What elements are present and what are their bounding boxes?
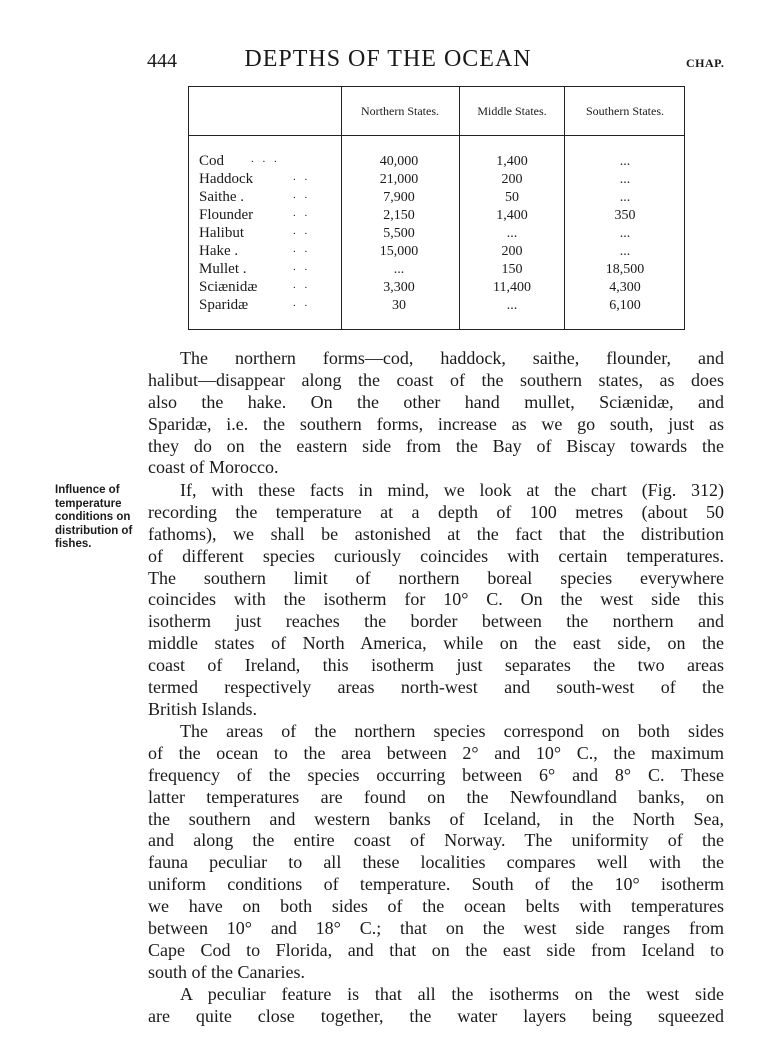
- text-line: If, with these facts in mind, we look at the chart (Fig. 312): [180, 480, 724, 500]
- text-line: A peculiar feature is that all the isotherms on the west side: [180, 984, 724, 1004]
- leader-dots: . .: [293, 189, 311, 201]
- table-row: [189, 225, 684, 243]
- text-line: The areas of the northern species correspond on both sides: [180, 721, 724, 741]
- text-line: of the ocean to the area between 2° and 10° C., the maximum: [148, 742, 724, 763]
- text-line: coincides with the isotherm for 10° C. On the west side this: [148, 589, 724, 610]
- species-name: Mullet .: [199, 261, 247, 277]
- text-line: halibut—disappear along the coast of the southern states, as does: [148, 369, 724, 390]
- text-line: recording the temperature at a depth of 100 metres (about 50: [148, 501, 724, 522]
- text-line: the southern and western banks of Iceland, in the North Sea,: [148, 808, 724, 829]
- southern-value: ...: [619, 172, 631, 187]
- middle-value: 200: [501, 244, 523, 259]
- northern-value: 5,500: [383, 226, 415, 241]
- text-line: frequency of the species occurring between 6° and 8° C. These: [148, 764, 724, 785]
- paragraph-2: [148, 480, 724, 721]
- text-line: uniform conditions of temperature. South of the 10° isotherm: [148, 874, 724, 895]
- table-row: [189, 153, 684, 171]
- middle-value: 150: [501, 262, 523, 277]
- middle-value: 1,400: [496, 154, 528, 169]
- margin-note: [55, 484, 145, 552]
- species-name: Sparidæ: [199, 297, 249, 313]
- column-header-northern: Northern States.: [361, 104, 439, 118]
- text-line: and along the entire coast of Norway. The uniformity of the: [148, 830, 724, 851]
- leader-dots: . .: [293, 279, 311, 291]
- table-row: [189, 261, 684, 279]
- leader-dots: . . .: [251, 153, 280, 165]
- paragraph-1: [148, 348, 724, 479]
- text-line: coast of Ireland, this isotherm just separates the two areas: [148, 655, 724, 676]
- southern-value: 4,300: [609, 280, 641, 295]
- northern-value: 2,150: [383, 208, 415, 223]
- table-row: [189, 279, 684, 297]
- species-name: Hake .: [199, 243, 239, 259]
- paragraph-3: [148, 721, 724, 984]
- margin-note-line: Influence of: [55, 484, 120, 496]
- text-line: we have on both sides of the ocean belts with temperatures: [148, 896, 724, 917]
- margin-note-line: distribution of: [55, 524, 133, 537]
- northern-value: 21,000: [379, 172, 419, 187]
- leader-dots: . .: [293, 171, 311, 183]
- text-line: fauna peculiar to all these localities compares well with the: [148, 852, 724, 873]
- text-line: Cape Cod to Florida, and that on the east side from Iceland to: [148, 939, 724, 960]
- page-number: 444: [147, 50, 177, 72]
- chapter-label: CHAP.: [686, 56, 725, 70]
- leader-dots: . .: [293, 243, 311, 255]
- species-name: Cod: [199, 153, 225, 169]
- leader-dots: . .: [293, 207, 311, 219]
- running-title: DEPTHS OF THE OCEAN: [244, 46, 532, 72]
- southern-value: ...: [619, 244, 631, 259]
- northern-value: ...: [393, 262, 405, 277]
- text-line: termed respectively areas north-west and south-west of the: [148, 677, 724, 698]
- text-line: between 10° and 18° C.; that on the west side ranges from: [148, 918, 724, 939]
- southern-value: 18,500: [605, 262, 645, 277]
- middle-value: ...: [506, 298, 518, 313]
- southern-value: ...: [619, 154, 631, 169]
- text-line: also the hake. On the other hand mullet, Sciænidæ, and: [148, 391, 724, 412]
- table-row: [189, 243, 684, 261]
- southern-value: ...: [619, 226, 631, 241]
- middle-value: ...: [506, 226, 518, 241]
- southern-value: ...: [619, 190, 631, 205]
- text-line: The southern limit of northern boreal species everywhere: [148, 567, 724, 588]
- text-line: Sparidæ, i.e. the southern forms, increase as we go south, just as: [148, 413, 724, 434]
- text-line: isotherm just reaches the border between the northern and: [148, 611, 724, 632]
- margin-note-line: fishes.: [55, 538, 92, 550]
- column-header-middle: Middle States.: [477, 104, 547, 118]
- table-row: [189, 189, 684, 207]
- text-line: of different species curiously coincides with certain temperatures.: [148, 545, 724, 566]
- middle-value: 200: [501, 172, 523, 187]
- species-name: Flounder: [199, 207, 254, 223]
- species-name: Halibut: [199, 225, 244, 241]
- southern-value: 6,100: [609, 298, 641, 313]
- middle-value: 11,400: [493, 280, 531, 295]
- table-row: [189, 171, 684, 189]
- middle-value: 50: [505, 190, 519, 205]
- text-line: are quite close together, the water layers being squeezed: [148, 1005, 724, 1026]
- leader-dots: . .: [293, 261, 311, 273]
- page-header: [0, 46, 776, 78]
- species-name: Haddock: [199, 171, 254, 187]
- paragraph-4: [148, 984, 724, 1028]
- fish-distribution-table: [188, 86, 685, 330]
- text-line: British Islands.: [148, 698, 258, 719]
- text-line: coast of Morocco.: [148, 457, 279, 478]
- table-row: [189, 207, 684, 225]
- leader-dots: . .: [293, 297, 311, 309]
- text-line: latter temperatures are found on the Newfoundland banks, on: [148, 786, 724, 807]
- northern-value: 40,000: [379, 154, 419, 169]
- middle-value: 1,400: [496, 208, 528, 223]
- table-row: [189, 297, 684, 315]
- leader-dots: . .: [293, 225, 311, 237]
- northern-value: 7,900: [383, 190, 415, 205]
- text-line: south of the Canaries.: [148, 961, 305, 982]
- margin-note-line: conditions on: [55, 511, 131, 523]
- text-line: The northern forms—cod, haddock, saithe, flounder, and: [180, 348, 724, 368]
- column-header-southern: Southern States.: [586, 104, 664, 118]
- text-line: they do on the eastern side from the Bay of Biscay towards the: [148, 435, 724, 456]
- text-line: fathoms), we shall be astonished at the fact that the distribution: [148, 523, 724, 544]
- southern-value: 350: [614, 208, 636, 223]
- margin-note-line: temperature: [55, 497, 122, 510]
- northern-value: 3,300: [383, 280, 415, 295]
- species-name: Saithe .: [199, 189, 244, 205]
- northern-value: 30: [392, 298, 406, 313]
- species-name: Sciænidæ: [199, 279, 258, 295]
- northern-value: 15,000: [379, 244, 419, 259]
- text-line: middle states of North America, while on the east side, on the: [148, 633, 724, 654]
- table-header-rule: [189, 135, 684, 136]
